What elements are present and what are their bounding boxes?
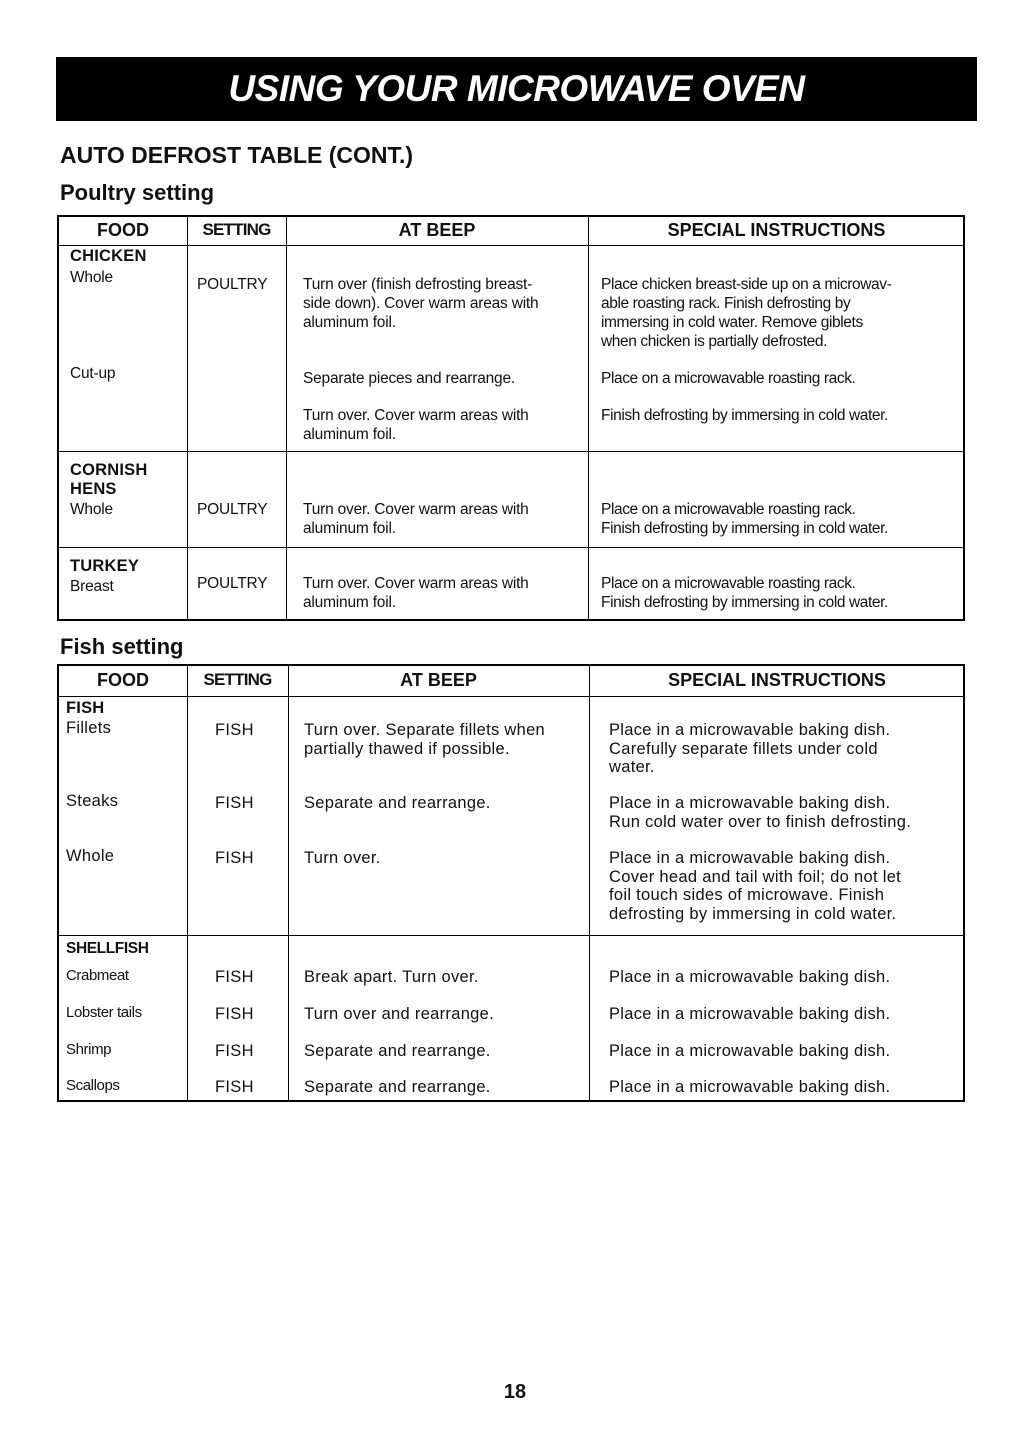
at-beep-fish-fillets: Turn over. Separate fillets when partially thawed if possible. [304,721,546,758]
header-special: SPECIAL INSTRUCTIONS [668,670,886,690]
setting-turkey: POULTRY [197,575,268,592]
food-shrimp: Shrimp [66,1041,112,1058]
at-beep-chicken-whole: Turn over (finish defrosting breast- side down). Cover warm areas with aluminum foil. [303,276,539,331]
food-scallops: Scallops [66,1077,120,1094]
col-divider [187,217,188,619]
special-chicken-cutup-2: Finish defrosting by immersing in cold water. [601,407,888,424]
special-chicken-whole: Place chicken breast-side up on a microwav- able roasting rack. Finish defrosting by immersing in cold water. Remove giblets when chicken is partially defrosted. [601,276,892,350]
fish-title: Fish setting [60,634,184,659]
special-shrimp: Place in a microwavable baking dish. [609,1042,891,1060]
row-divider [59,935,963,936]
category-chicken: CHICKEN [70,247,147,265]
setting-shrimp: FISH [215,1042,254,1060]
setting-fish-steaks: FISH [215,794,254,812]
category-cornish-hens: CORNISH HENS [70,461,148,498]
food-chicken-cutup: Cut-up [70,365,116,382]
setting-scallops: FISH [215,1078,254,1096]
food-cornish-whole: Whole [70,501,113,518]
at-beep-chicken-cutup-1: Separate pieces and rearrange. [303,370,516,387]
header-divider [59,245,963,246]
food-chicken-whole: Whole [70,269,113,286]
at-beep-cornish: Turn over. Cover warm areas with aluminum foil. [303,501,529,537]
food-fish-whole: Whole [66,847,115,865]
special-chicken-cutup-1: Place on a microwavable roasting rack. [601,370,856,387]
category-fish: FISH [66,699,105,717]
setting-crabmeat: FISH [215,968,254,986]
header-food: FOOD [97,670,149,690]
at-beep-fish-steaks: Separate and rearrange. [304,794,491,812]
special-crabmeat: Place in a microwavable baking dish. [609,968,891,986]
banner-title: USING YOUR MICROWAVE OVEN [228,68,805,109]
col-divider [286,217,287,619]
header-special: SPECIAL INSTRUCTIONS [667,220,886,240]
header-setting: SETTING [202,220,271,239]
row-divider [59,451,963,452]
category-shellfish: SHELLFISH [66,940,149,957]
special-fish-whole: Place in a microwavable baking dish. Cover head and tail with foil; do not let foil touch sides of microwave. Finish defrosting by immersing in cold water. [609,849,902,923]
at-beep-turkey: Turn over. Cover warm areas with aluminum foil. [303,575,529,611]
setting-chicken-whole: POULTRY [197,276,268,293]
food-turkey-breast: Breast [70,578,114,595]
special-scallops: Place in a microwavable baking dish. [609,1078,891,1096]
col-divider [187,666,188,1100]
poultry-title: Poultry setting [60,180,215,205]
section-title: AUTO DEFROST TABLE (CONT.) [60,142,414,168]
header-food: FOOD [97,220,149,240]
food-crabmeat: Crabmeat [66,967,129,984]
page-number: 18 [503,1381,527,1403]
col-divider [589,666,590,1100]
header-divider [59,696,963,697]
food-fish-fillets: Fillets [66,719,112,737]
fish-table [57,664,965,1102]
poultry-table [57,215,965,621]
header-setting: SETTING [203,670,272,689]
row-divider [59,547,963,548]
header-banner [56,57,977,121]
at-beep-shrimp: Separate and rearrange. [304,1042,491,1060]
setting-cornish: POULTRY [197,501,268,518]
col-divider [588,217,589,619]
header-at-beep: AT BEEP [398,220,476,240]
at-beep-crabmeat: Break apart. Turn over. [304,968,479,986]
special-fish-fillets: Place in a microwavable baking dish. Carefully separate fillets under cold water. [609,721,891,776]
food-fish-steaks: Steaks [66,792,119,810]
at-beep-chicken-cutup-2: Turn over. Cover warm areas with aluminum foil. [303,407,529,443]
setting-fish-fillets: FISH [215,721,254,739]
special-lobster-tails: Place in a microwavable baking dish. [609,1005,891,1023]
special-cornish: Place on a microwavable roasting rack. Finish defrosting by immersing in cold water. [601,501,888,537]
setting-lobster-tails: FISH [215,1005,254,1023]
at-beep-lobster-tails: Turn over and rearrange. [304,1005,495,1023]
at-beep-scallops: Separate and rearrange. [304,1078,491,1096]
setting-fish-whole: FISH [215,849,254,867]
special-turkey: Place on a microwavable roasting rack. Finish defrosting by immersing in cold water. [601,575,888,611]
col-divider [288,666,289,1100]
food-lobster-tails: Lobster tails [66,1004,142,1021]
header-at-beep: AT BEEP [400,670,477,690]
category-turkey: TURKEY [70,557,140,575]
at-beep-fish-whole: Turn over. [304,849,381,867]
special-fish-steaks: Place in a microwavable baking dish. Run cold water over to finish defrosting. [609,794,912,831]
